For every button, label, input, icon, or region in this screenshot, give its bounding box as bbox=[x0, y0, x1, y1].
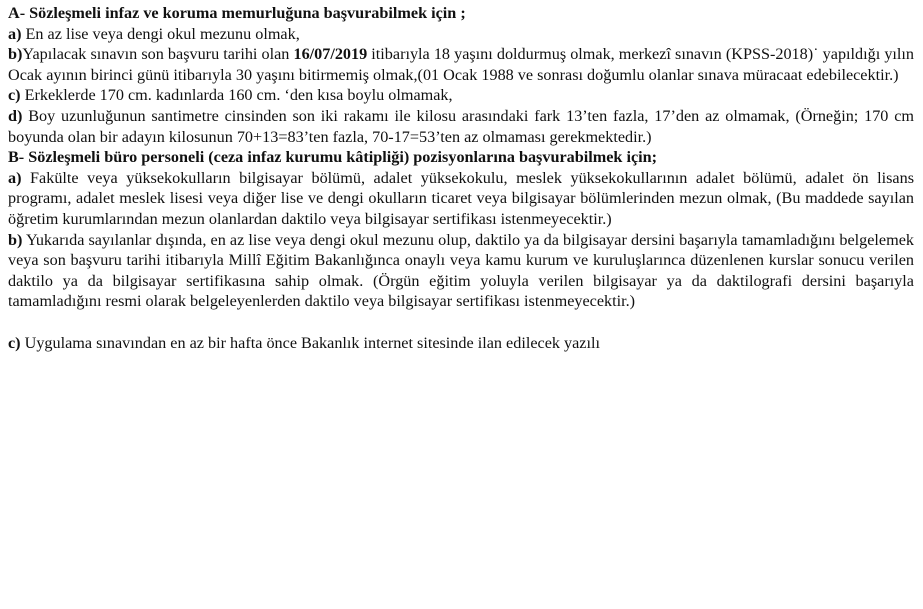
item-text: Boy uzunluğunun santimetre cinsinden son iki rakamı ile kilosu arasındaki fark 13’ten fazla, 17’den az olmamak, (Örneğin; 170 cm boyunda olan bir adayın kilosunun 70+13=83’ten fazla, 70-17=53’ten az olmaması gerekmektedir.) bbox=[8, 106, 914, 146]
section-a-item-b bbox=[8, 44, 914, 85]
item-text: Fakülte veya yüksekokulların bilgisayar bölümü, adalet yüksekokulu, meslek yüksekokullarının adalet bölümü, adalet ön lisans programı, adalet meslek lisesi veya diğer lise ve dengi okulların ticaret veya bilgisayar bölümlerinden mezun olmak, (Bu maddede sayılan öğretim kurumlarından mezun olanlardan daktilo veya bilgisayar sertifikası istenmeyecektir.) bbox=[8, 168, 914, 228]
item-text: Yukarıda sayılanlar dışında, en az lise veya dengi okul mezunu olup, daktilo ya da bilgisayar dersini başarıyla tamamladığını belgelemek veya son başvuru tarihi itibarıyla Millî Eğitim Bakanlığınca onaylı veya kamu kurum ve kuruluşlarınca düzenlenen kurslar sonucu verilen daktilo ya da bilgisayar sertifikasına sahip olmak. (Örgün eğitim yoluyla verilen bilgisayar ya da daktilografi dersini başarıyla tamamladığını resmi olarak belgeleyenlerden daktilo veya bilgisayar sertifikası istenmeyecektir.) bbox=[8, 230, 914, 311]
section-a-item-d bbox=[8, 106, 914, 147]
item-marker: c) bbox=[8, 333, 21, 352]
item-marker: c) bbox=[8, 86, 21, 105]
section-a-heading: A- Sözleşmeli infaz ve koruma memurluğuna başvurabilmek için ; bbox=[8, 4, 466, 22]
item-marker: a) bbox=[8, 24, 22, 43]
section-a-item-c bbox=[8, 85, 914, 106]
item-marker: d) bbox=[8, 106, 23, 125]
deadline-date: 16/07/2019 bbox=[293, 45, 368, 64]
item-text: En az lise veya dengi okul mezunu olmak, bbox=[21, 24, 300, 43]
section-b-heading: B- Sözleşmeli büro personeli (ceza infaz kurumu kâtipliği) pozisyonlarına başvurabilmek için; bbox=[8, 148, 658, 167]
item-marker: b) bbox=[8, 45, 23, 64]
paragraph-spacer bbox=[8, 312, 914, 333]
item-text: Uygulama sınavından en az bir hafta önce Bakanlık internet sitesinde ilan edilecek yazılı bbox=[20, 333, 600, 352]
item-text: Erkeklerde 170 cm. kadınlarda 160 cm. ‘den kısa boylu olmamak, bbox=[20, 86, 453, 105]
section-b-item-c bbox=[8, 333, 914, 354]
item-marker: a) bbox=[8, 168, 22, 187]
item-marker: b) bbox=[8, 230, 23, 249]
section-b-item-a bbox=[8, 168, 914, 230]
item-text: Yapılacak sınavın son başvuru tarihi olan bbox=[22, 45, 294, 64]
section-b-item-b bbox=[8, 230, 914, 312]
document-page bbox=[8, 3, 914, 354]
section-a-item-a bbox=[8, 24, 914, 45]
item-text-continued: itibarıyla 18 yaşını doldurmuş olmak, merkezî sınavın (KPSS-2018)˙ yapıldığı yılın Ocak ayının birinci günü itibarıyla 30 yaşını bitirmemiş olmak,(01 Ocak 1988 ve sonrası doğumlu olanlar sınava müracaat edebilecektir.) bbox=[8, 45, 914, 84]
